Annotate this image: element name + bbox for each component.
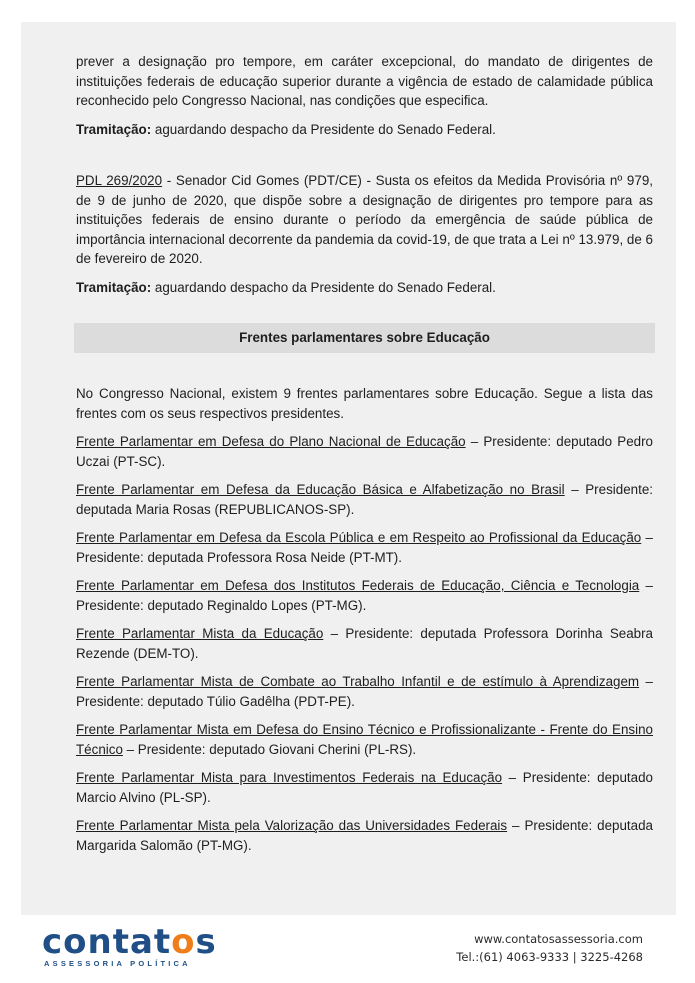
front-item (76, 528, 653, 567)
pdl-text: - Senador Cid Gomes (PDT/CE) - Susta os efeitos da Medida Provisória nº 979, de 9 de junho de 2020, que dispõe sobre a designação de dirigentes pro tempore para as instituições federais de ensino durante o período da emergência de saúde pública de importância internacional decorrente da pandemia da covid-19, de que trata a Lei nº 13.979, de 6 de fevereiro de 2020. (76, 173, 653, 266)
pdl-link[interactable]: PDL 269/2020 (76, 173, 163, 188)
front-item (76, 432, 653, 471)
section-intro: No Congresso Nacional, existem 9 frentes parlamentares sobre Educação. Segue a lista das frentes com os seus respectivos presidentes. (76, 386, 653, 421)
front-item (76, 624, 653, 663)
front-president: – Presidente: deputada Maria Rosas (REPUBLICANOS-SP). (76, 482, 653, 517)
tramitacao-label: Tramitação: (76, 279, 152, 295)
front-name-link[interactable]: Frente Parlamentar em Defesa dos Institutos Federais de Educação, Ciência e Tecnologia (76, 578, 640, 593)
phone-label: Tel.: (456, 950, 480, 964)
front-name-link[interactable]: Frente Parlamentar Mista de Combate ao Trabalho Infantil e de estímulo à Aprendizagem (76, 674, 640, 689)
front-item (76, 816, 653, 855)
intro-paragraph: prever a designação pro tempore, em caráter excepcional, do mandato de dirigentes de instituições federais de educação superior durante a vigência de estado de calamidade pública reconhecido pelo Congresso Nacional, nas condições que especifica. (76, 54, 653, 108)
front-name-link[interactable]: Frente Parlamentar em Defesa da Escola Pública e em Respeito ao Profissional da Educação (76, 530, 642, 545)
logo-wordmark: contatos (42, 922, 217, 962)
tramitacao-text: aguardando despacho da Presidente do Senado Federal. (151, 279, 496, 295)
front-president: – Presidente: deputado Reginaldo Lopes (PT-MG). (76, 578, 653, 613)
document-body (76, 52, 653, 864)
front-president: – Presidente: deputado Pedro Uczai (PT-SC). (76, 434, 653, 469)
front-item (76, 672, 653, 711)
tramitacao-line (76, 120, 653, 140)
phone-line (456, 948, 643, 966)
front-name-link[interactable]: Frente Parlamentar Mista da Educação (76, 626, 324, 641)
front-name-link[interactable]: Frente Parlamentar Mista para Investimentos Federais na Educação (76, 770, 503, 785)
tramitacao-label: Tramitação: (76, 121, 152, 137)
phone-numbers: (61) 4063-9333 | 3225-4268 (479, 950, 643, 964)
front-name-link[interactable]: Frente Parlamentar Mista pela Valorização das Universidades Federais (76, 818, 508, 833)
front-item (76, 720, 653, 759)
tramitacao-text: aguardando despacho da Presidente do Senado Federal. (151, 121, 496, 137)
website-link[interactable]: www.contatosassessoria.com (474, 932, 643, 946)
section-heading: Frentes parlamentares sobre Educação (74, 323, 655, 353)
front-president: – Presidente: deputada Professora Rosa Neide (PT-MT). (76, 530, 653, 565)
front-president: – Presidente: deputado Giovani Cherini (PL-RS). (122, 741, 417, 757)
fronts-list (76, 432, 653, 855)
front-president: – Presidente: deputado Marcio Alvino (PL-SP). (76, 770, 653, 805)
front-item (76, 768, 653, 807)
front-item (76, 480, 653, 519)
front-name-link[interactable]: Frente Parlamentar Mista em Defesa do Ensino Técnico e Profissionalizante - Frente do Ensino Técnico (76, 722, 653, 757)
pdl-tramitacao-line (76, 278, 653, 298)
front-president: – Presidente: deputada Professora Dorinha Seabra Rezende (DEM-TO). (76, 626, 653, 661)
contact-info (456, 930, 643, 966)
front-name-link[interactable]: Frente Parlamentar em Defesa da Educação Básica e Alfabetização no Brasil (76, 482, 565, 497)
front-president: – Presidente: deputada Margarida Salomão (PT-MG). (76, 818, 653, 853)
front-president: – Presidente: deputado Túlio Gadêlha (PDT-PE). (76, 674, 654, 709)
front-item (76, 576, 653, 615)
front-name-link[interactable]: Frente Parlamentar em Defesa do Plano Nacional de Educação (76, 434, 466, 449)
pdl-paragraph (76, 171, 653, 269)
logo-tagline: ASSESSORIA POLÍTICA (44, 959, 191, 968)
company-logo (42, 922, 217, 968)
